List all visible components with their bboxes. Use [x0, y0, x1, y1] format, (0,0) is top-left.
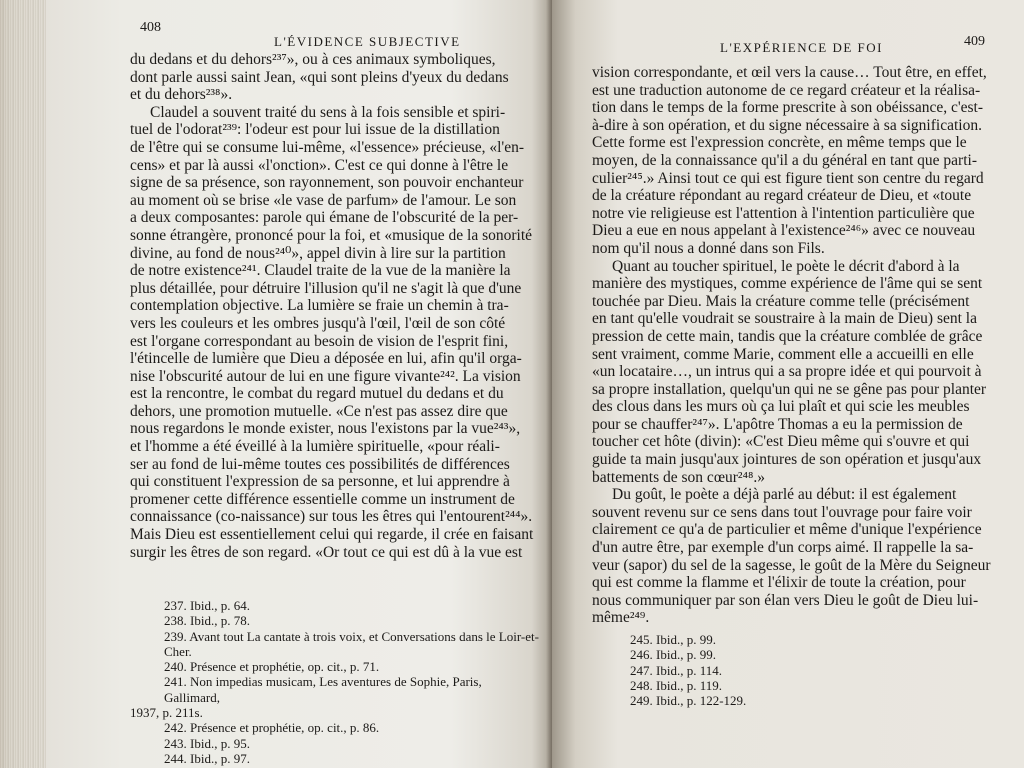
- footnote: 242. Présence et prophétie, op. cit., p. 86.: [164, 720, 380, 736]
- text-line: «un locataire…, un intrus qui a sa propre idée et qui pourvoit à: [592, 363, 982, 381]
- text-line: nise l'obscurité autour de lui en une figure vivante²⁴². La vision: [130, 367, 521, 385]
- text-line: de l'être qui se consume lui-même, «l'essence» précieuse, «l'en-: [130, 138, 525, 156]
- footnote: 241. Non impedias musicam, Les aventures de Sophie, Paris, Gallimard,: [164, 674, 482, 705]
- text-line: touchée par Dieu. Mais la créature comme telle (précisément: [592, 292, 970, 310]
- text-line: moyen, de la connaissance qu'il a du général en tant que parti-: [592, 151, 977, 169]
- text-line: Cette forme est l'expression concrète, en même temps que le: [592, 134, 967, 152]
- text-line: manière des mystiques, comme expérience de l'âme qui se sent: [592, 275, 983, 293]
- text-line: des clous dans les murs où ça lui plaît et qui scie les meubles: [592, 398, 970, 416]
- footnote: 240. Présence et prophétie, op. cit., p. 71.: [164, 659, 380, 675]
- right-page: [552, 0, 1024, 768]
- text-line: cens» et par là aussi «l'onction». C'est ce qui donne à l'être le: [130, 156, 509, 174]
- text-line: divine, au fond de nous²⁴⁰», appel divin à lire sur la partition: [130, 244, 506, 262]
- page-number-right: 409: [964, 34, 985, 49]
- text-line: connaissance (co-naissance) sur tous les êtres qui l'entourent²⁴⁴».: [130, 508, 533, 526]
- text-line: dehors, une promotion mutuelle. «Ce n'est pas assez dire que: [130, 402, 508, 420]
- footnote: 247. Ibid., p. 114.: [630, 662, 722, 678]
- text-line: est l'organe correspondant au besoin de vision de l'esprit fini,: [130, 332, 509, 350]
- text-line: l'étincelle de lumière que Dieu a déposée en lui, afin qu'il orga-: [130, 350, 522, 368]
- text-line: clairement ce qu'a de particulier et même d'unique l'expérience: [592, 521, 982, 539]
- text-line: d'un autre être, par exemple d'un corps aimé. Il rappelle la sa-: [592, 539, 974, 557]
- running-header-left: L'ÉVIDENCE SUBJECTIVE: [274, 34, 461, 49]
- footnote-continuation: 1937, p. 211s.: [130, 705, 203, 721]
- text-line: en tant qu'elle voudrait se soustraire à la main de Dieu) sent la: [592, 310, 977, 328]
- footnote: 238. Ibid., p. 78.: [164, 613, 250, 629]
- text-line: promener cette différence essentielle comme un instrument de: [130, 490, 515, 508]
- body-text-left: [130, 51, 536, 561]
- text-line: tion dans le temps de la forme prescrite à son obéissance, c'est-: [592, 99, 984, 117]
- text-line: battements de son cœur²⁴⁸.»: [592, 468, 765, 486]
- text-line: contemplation objective. La lumière se fraie un chemin à tra-: [130, 297, 509, 315]
- text-line: est une traduction autonome de ce regard créateur et la réalisa-: [592, 81, 981, 99]
- text-line: qui constituent l'expression de sa personne, et lui apprendre à: [130, 473, 510, 491]
- footnote: 239. Avant tout La cantate à trois voix, et Conversations dans le Loir-et-Cher.: [164, 628, 539, 659]
- text-line: à-dire à son opération, et du signe nécessaire à sa signification.: [592, 116, 982, 134]
- text-line: sa propre installation, quelqu'un qui ne se gêne pas pour planter: [592, 380, 987, 398]
- text-line: plus détaillée, pour détruire l'illusion qu'il ne s'agit là que d'une: [130, 279, 522, 297]
- text-line: nous communiquer par son élan vers Dieu le goût de Dieu lui-: [592, 591, 979, 609]
- text-line: sonne étrangère, prononcé pour la foi, et «musique de la sonorité: [130, 226, 533, 244]
- text-line: est la rencontre, le combat du regard mutuel du dedans et du: [130, 385, 504, 403]
- text-line: Quant au toucher spirituel, le poète le décrit d'abord à la: [612, 257, 960, 275]
- text-line: veur (sapor) du sel de la sagesse, le goût de la Mère du Seigneur: [592, 556, 991, 574]
- footnote: 244. Ibid., p. 97.: [164, 750, 250, 766]
- text-line: Claudel a souvent traité du sens à la fois sensible et spiri-: [150, 103, 506, 121]
- text-line: et l'homme a été éveillé à la lumière spirituelle, «pour réali-: [130, 438, 500, 456]
- footnote: 243. Ibid., p. 95.: [164, 735, 250, 751]
- text-line: tuel de l'odorat²³⁹: l'odeur est pour lui issue de la distillation: [130, 121, 500, 139]
- page-number-left: 408: [140, 20, 161, 35]
- text-line: Du goût, le poète a déjà parlé au début: il est également: [612, 486, 957, 504]
- text-line: toucher cet hôte (divin): «C'est Dieu même qui s'ouvre et qui: [592, 433, 970, 451]
- body-text-right: [592, 64, 996, 627]
- text-line: du dedans et du dehors²³⁷», ou à ces animaux symboliques,: [130, 51, 496, 68]
- text-line: dont parle aussi saint Jean, «qui sont pleins d'yeux du dedans: [130, 68, 509, 86]
- text-line: et du dehors²³⁸».: [130, 86, 233, 104]
- text-line: vers les couleurs et les ombres jusqu'à l'œil, l'œil de son côté: [130, 314, 506, 332]
- text-line: vision correspondante, et œil vers la cause… Tout être, en effet,: [592, 64, 987, 81]
- footnotes-left: [130, 598, 540, 766]
- text-line: a deux composantes: parole qui émane de l'obscurité de la per-: [130, 209, 519, 227]
- footnote: 245. Ibid., p. 99.: [630, 632, 716, 647]
- text-line: guide ta main jusqu'aux jointures de son opération et jusqu'aux: [592, 451, 982, 469]
- text-line: ser au fond de lui-même toutes ces possibilités de différences: [130, 455, 510, 473]
- text-line: culier²⁴⁵.» Ainsi tout ce qui est figure tient son centre du regard: [592, 169, 984, 187]
- text-line: sent vraiment, comme Marie, comment elle a accueilli en elle: [592, 345, 974, 363]
- page-edges: [0, 0, 46, 768]
- text-line: notre vie religieuse est l'attention à l'intention particulière que: [592, 204, 975, 222]
- text-line: pression de cette main, tandis que la créature comblée de grâce: [592, 327, 983, 345]
- text-line: même²⁴⁹.: [592, 609, 650, 627]
- footnote: 249. Ibid., p. 122-129.: [630, 693, 747, 709]
- running-header-right: L'EXPÉRIENCE DE FOI: [720, 40, 884, 55]
- text-line: nom qu'il nous a donné dans son Fils.: [592, 239, 825, 257]
- footnotes-right: [596, 632, 896, 708]
- text-line: Dieu a eue en nous appelant à l'existence²⁴⁶» avec ce nouveau: [592, 222, 976, 240]
- text-line: surgir les êtres de son regard. «Or tout ce qui est dû à la vue est: [130, 543, 523, 561]
- text-line: qui est comme la flamme et l'élixir de toute la création, pour: [592, 574, 966, 592]
- text-line: de la créature répondant au regard créateur de Dieu, et «toute: [592, 187, 972, 205]
- footnote: 248. Ibid., p. 119.: [630, 677, 722, 693]
- text-line: de notre existence²⁴¹. Claudel traite de la vue de la manière la: [130, 262, 511, 280]
- left-page: [46, 0, 552, 768]
- text-line: Mais Dieu est essentiellement celui qui regarde, il crée en faisant: [130, 526, 534, 544]
- text-line: souvent revenu sur ce sens dans tout l'ouvrage pour faire voir: [592, 503, 972, 521]
- text-line: pour se chauffer²⁴⁷». L'apôtre Thomas a eu la permission de: [592, 415, 963, 433]
- footnote: 237. Ibid., p. 64.: [164, 598, 250, 613]
- footnote: 246. Ibid., p. 99.: [630, 647, 716, 663]
- text-line: nous regardons le monde exister, nous l'existons par la vue²⁴³»,: [130, 420, 521, 438]
- text-line: signe de sa présence, son rayonnement, son pouvoir enchanteur: [130, 174, 524, 192]
- text-line: au moment où se brise «le vase de parfum» de l'amour. Le son: [130, 191, 517, 209]
